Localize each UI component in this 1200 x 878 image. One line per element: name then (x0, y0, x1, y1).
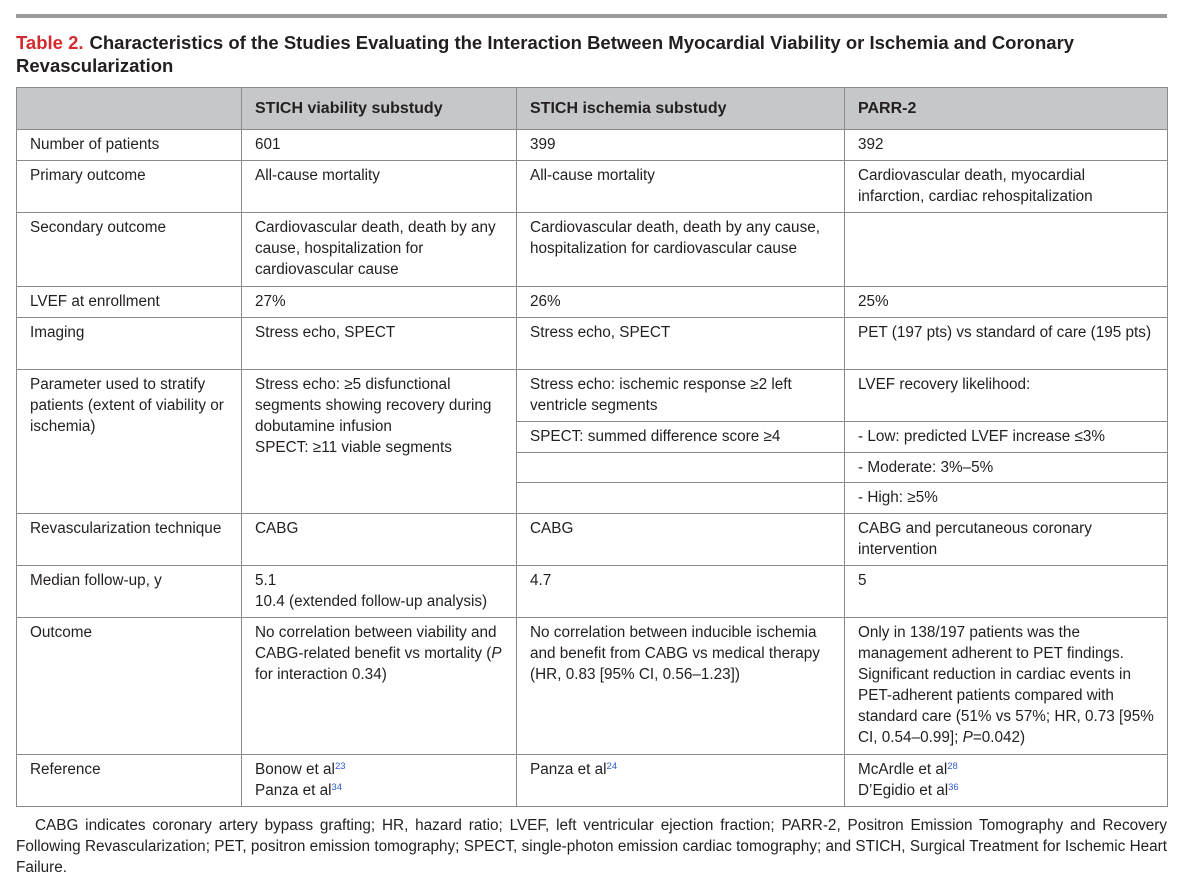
cell-viability (242, 618, 517, 755)
cell-ischemia: No correlation between inducible ischemia and benefit from CABG vs medical therapy (HR, 0.83 [95% CI, 0.56–1.23]) (517, 618, 845, 755)
cell-ischemia-empty (517, 453, 845, 483)
row-label: Number of patients (17, 130, 242, 161)
header-empty (17, 88, 242, 130)
table-footnote: CABG indicates coronary artery bypass grafting; HR, hazard ratio; LVEF, left ventricular ejection fraction; PARR-2, Positron Emission Tomography and Recovery Following Revascularization; PET, positron emission tomography; SPECT, single-photon emission cardiac tomography; and STICH, Surgical Treatment for Ischemic Heart Failure. (16, 817, 1167, 876)
reference-link[interactable]: 23 (334, 761, 346, 772)
viability-stress-echo: Stress echo: ≥5 disfunctional segments showing recovery during dobutamine infusion (255, 376, 492, 435)
row-parameter (17, 370, 1168, 422)
row-label: Median follow-up, y (17, 566, 242, 618)
header-stich-viability: STICH viability substudy (242, 88, 517, 130)
outcome-text: for interaction 0.34) (255, 666, 387, 683)
cell-ischemia-stress-echo: Stress echo: ischemic response ≥2 left ventricle segments (517, 370, 845, 422)
cell-ischemia: 399 (517, 130, 845, 161)
cell-ischemia: 4.7 (517, 566, 845, 618)
row-imaging (17, 318, 1168, 370)
outcome-text: Only in 138/197 patients was the management adherent to PET findings. Significant reduction in cardiac events in PET-adherent patients compared with standard care (51% vs 57%; HR, 0.73 [95% CI, 0.54–0.99]; (858, 624, 1154, 746)
reference-author: D’Egidio et al (858, 782, 949, 799)
reference-link[interactable]: 36 (948, 782, 959, 793)
cell-parr2: CABG and percutaneous coronary intervention (845, 514, 1168, 566)
studies-table (16, 87, 1168, 807)
cell-viability: CABG (242, 514, 517, 566)
cell-ischemia-empty (517, 483, 845, 514)
reference-author: Panza et al (255, 782, 332, 799)
row-label: Secondary outcome (17, 213, 242, 287)
cell-parr2-low: - Low: predicted LVEF increase ≤3% (845, 422, 1168, 453)
cell-parr2: 5 (845, 566, 1168, 618)
cell-ischemia: All-cause mortality (517, 161, 845, 213)
row-patients (17, 130, 1168, 161)
cell-viability (242, 370, 517, 514)
cell-viability (242, 755, 517, 807)
row-technique (17, 514, 1168, 566)
cell-ischemia: Stress echo, SPECT (517, 318, 845, 370)
row-secondary-outcome (17, 213, 1168, 287)
reference-entry (858, 780, 1154, 801)
cell-viability (242, 566, 517, 618)
p-symbol: P (962, 729, 973, 746)
cell-viability: Stress echo, SPECT (242, 318, 517, 370)
row-label: Parameter used to stratify patients (extent of viability or ischemia) (17, 370, 242, 514)
row-label: Outcome (17, 618, 242, 755)
cell-parr2: PET (197 pts) vs standard of care (195 pts) (845, 318, 1168, 370)
reference-author: McArdle et al (858, 761, 948, 778)
reference-author: Bonow et al (255, 761, 335, 778)
followup-extended: 10.4 (extended follow-up analysis) (255, 593, 488, 610)
reference-link[interactable]: 24 (606, 761, 618, 772)
cell-ischemia: CABG (517, 514, 845, 566)
followup-primary: 5.1 (255, 572, 277, 589)
row-label: Primary outcome (17, 161, 242, 213)
cell-parr2: Cardiovascular death, myocardial infarction, cardiac rehospitalization (845, 161, 1168, 213)
cell-ischemia: Cardiovascular death, death by any cause, hospitalization for cardiovascular cause (517, 213, 845, 287)
cell-parr2: 25% (845, 287, 1168, 318)
row-label: Reference (17, 755, 242, 807)
cell-ischemia (517, 755, 845, 807)
row-primary-outcome (17, 161, 1168, 213)
cell-viability: All-cause mortality (242, 161, 517, 213)
table-caption (16, 31, 1176, 77)
cell-parr2 (845, 755, 1168, 807)
header-row (17, 88, 1168, 130)
header-stich-ischemia: STICH ischemia substudy (517, 88, 845, 130)
reference-entry (255, 780, 503, 801)
cell-parr2 (845, 618, 1168, 755)
cell-parr2 (845, 213, 1168, 287)
cell-parr2: 392 (845, 130, 1168, 161)
outcome-text: No correlation between viability and CABG-related benefit vs mortality ( (255, 624, 497, 662)
row-lvef (17, 287, 1168, 318)
header-parr2: PARR-2 (845, 88, 1168, 130)
cell-viability: Cardiovascular death, death by any cause, hospitalization for cardiovascular cause (242, 213, 517, 287)
row-label: LVEF at enrollment (17, 287, 242, 318)
reference-entry (858, 759, 1154, 780)
reference-link[interactable]: 34 (331, 782, 343, 793)
row-label: Revascularization technique (17, 514, 242, 566)
p-symbol: P (491, 645, 502, 662)
cell-parr2-moderate: - Moderate: 3%–5% (845, 453, 1168, 483)
reference-author: Panza et al (530, 761, 607, 778)
reference-entry (255, 759, 503, 780)
reference-link[interactable]: 28 (947, 761, 958, 772)
table-label: Table 2. (16, 32, 84, 53)
row-label: Imaging (17, 318, 242, 370)
outcome-text: =0.042) (972, 729, 1026, 746)
table-title: Characteristics of the Studies Evaluating the Interaction Between Myocardial Viability or Ischemia and Coronary Revascularization (16, 32, 1075, 76)
row-followup (17, 566, 1168, 618)
cell-parr2-recovery: LVEF recovery likelihood: (845, 370, 1168, 422)
row-reference (17, 755, 1168, 807)
cell-viability: 601 (242, 130, 517, 161)
reference-entry (530, 759, 831, 780)
cell-ischemia: 26% (517, 287, 845, 318)
cell-ischemia-spect: SPECT: summed difference score ≥4 (517, 422, 845, 453)
top-rule (16, 14, 1167, 18)
viability-spect: SPECT: ≥11 viable segments (255, 439, 452, 456)
row-outcome (17, 618, 1168, 755)
cell-parr2-high: - High: ≥5% (845, 483, 1168, 514)
cell-viability: 27% (242, 287, 517, 318)
